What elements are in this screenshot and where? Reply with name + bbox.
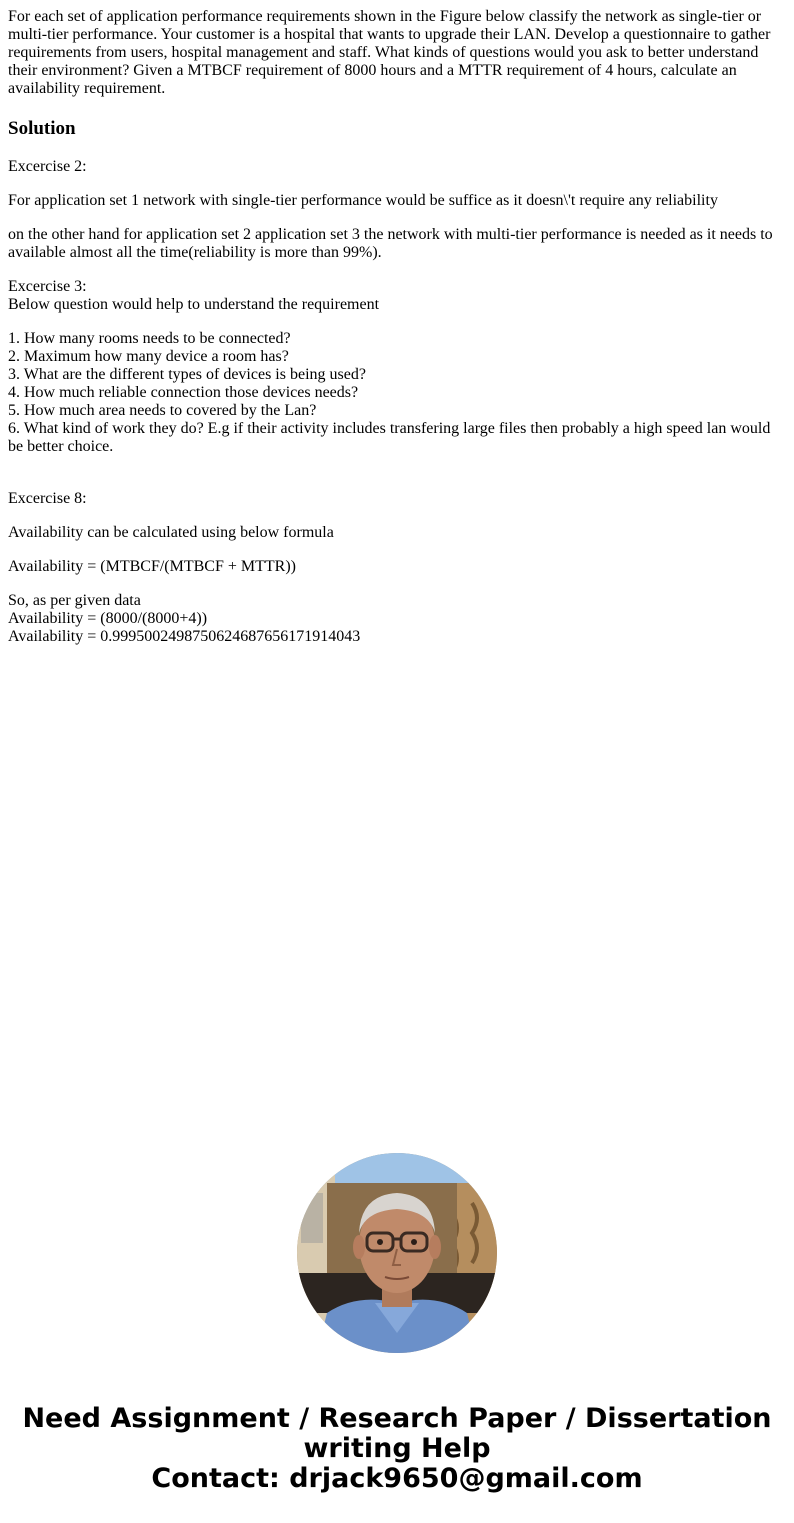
availability-formula: Availability = (MTBCF/(MTBCF + MTTR))	[8, 558, 296, 575]
question-text: For each set of application performance requirements shown in the Figure below classify the network as single-tier or multi-tier performance. Your customer is a hospital that wants to upgrade their LAN. Develop a questionnaire to gather requirements from users, hospital management and staff. What kinds of questions would you ask to better understand their environment? Given a MTBCF requirement of 8000 hours and a MTTR requirement of 4 hours, calculate an availability requirement.	[8, 8, 771, 97]
promo-contact: Contact: drjack9650@gmail.com	[151, 1463, 643, 1494]
calculation-step: Availability = (8000/(8000+4))	[8, 610, 208, 627]
calculation-result: Availability = 0.99950024987506246876561719140​43	[8, 628, 361, 645]
given-data-label: So, as per given data	[8, 592, 141, 609]
question-item: 3. What are the different types of devices is being used?	[8, 366, 366, 383]
question-item: 1. How many rooms needs to be connected?	[8, 330, 291, 347]
exercise-3-title: Excercise 3:	[8, 278, 87, 295]
promo-line-1: Need Assignment / Research Paper / Dissertation	[22, 1403, 772, 1434]
document-body	[8, 8, 786, 662]
spacer	[8, 472, 786, 490]
exercise-8-calculation	[8, 592, 786, 646]
portrait-image	[297, 1153, 497, 1353]
exercise-3-questions	[8, 330, 786, 456]
solution-heading: Solution	[8, 118, 76, 139]
contact-banner	[0, 1404, 794, 1494]
exercise-3-block	[8, 278, 786, 314]
exercise-2-paragraph-2: on the other hand for application set 2 application set 3 the network with multi-tier performance is needed as it needs to available almost all the time(reliability is more than 99%).	[8, 226, 773, 261]
exercise-2-paragraph-1: For application set 1 network with single-tier performance would be suffice as it doesn\'t require any reliability	[8, 192, 718, 209]
question-item: 4. How much reliable connection those devices needs?	[8, 384, 359, 401]
question-item: 6. What kind of work they do? E.g if their activity includes transfering large files then probably a high speed lan would be better choice.	[8, 420, 771, 455]
exercise-8-title: Excercise 8:	[8, 490, 87, 507]
exercise-3-intro: Below question would help to understand the requirement	[8, 296, 380, 313]
exercise-8-intro: Availability can be calculated using below formula	[8, 524, 334, 541]
question-item: 2. Maximum how many device a room has?	[8, 348, 289, 365]
exercise-2-title: Excercise 2:	[8, 158, 87, 175]
promo-line-2: writing Help	[303, 1433, 491, 1464]
author-photo	[297, 1153, 497, 1353]
question-item: 5. How much area needs to covered by the Lan?	[8, 402, 317, 419]
